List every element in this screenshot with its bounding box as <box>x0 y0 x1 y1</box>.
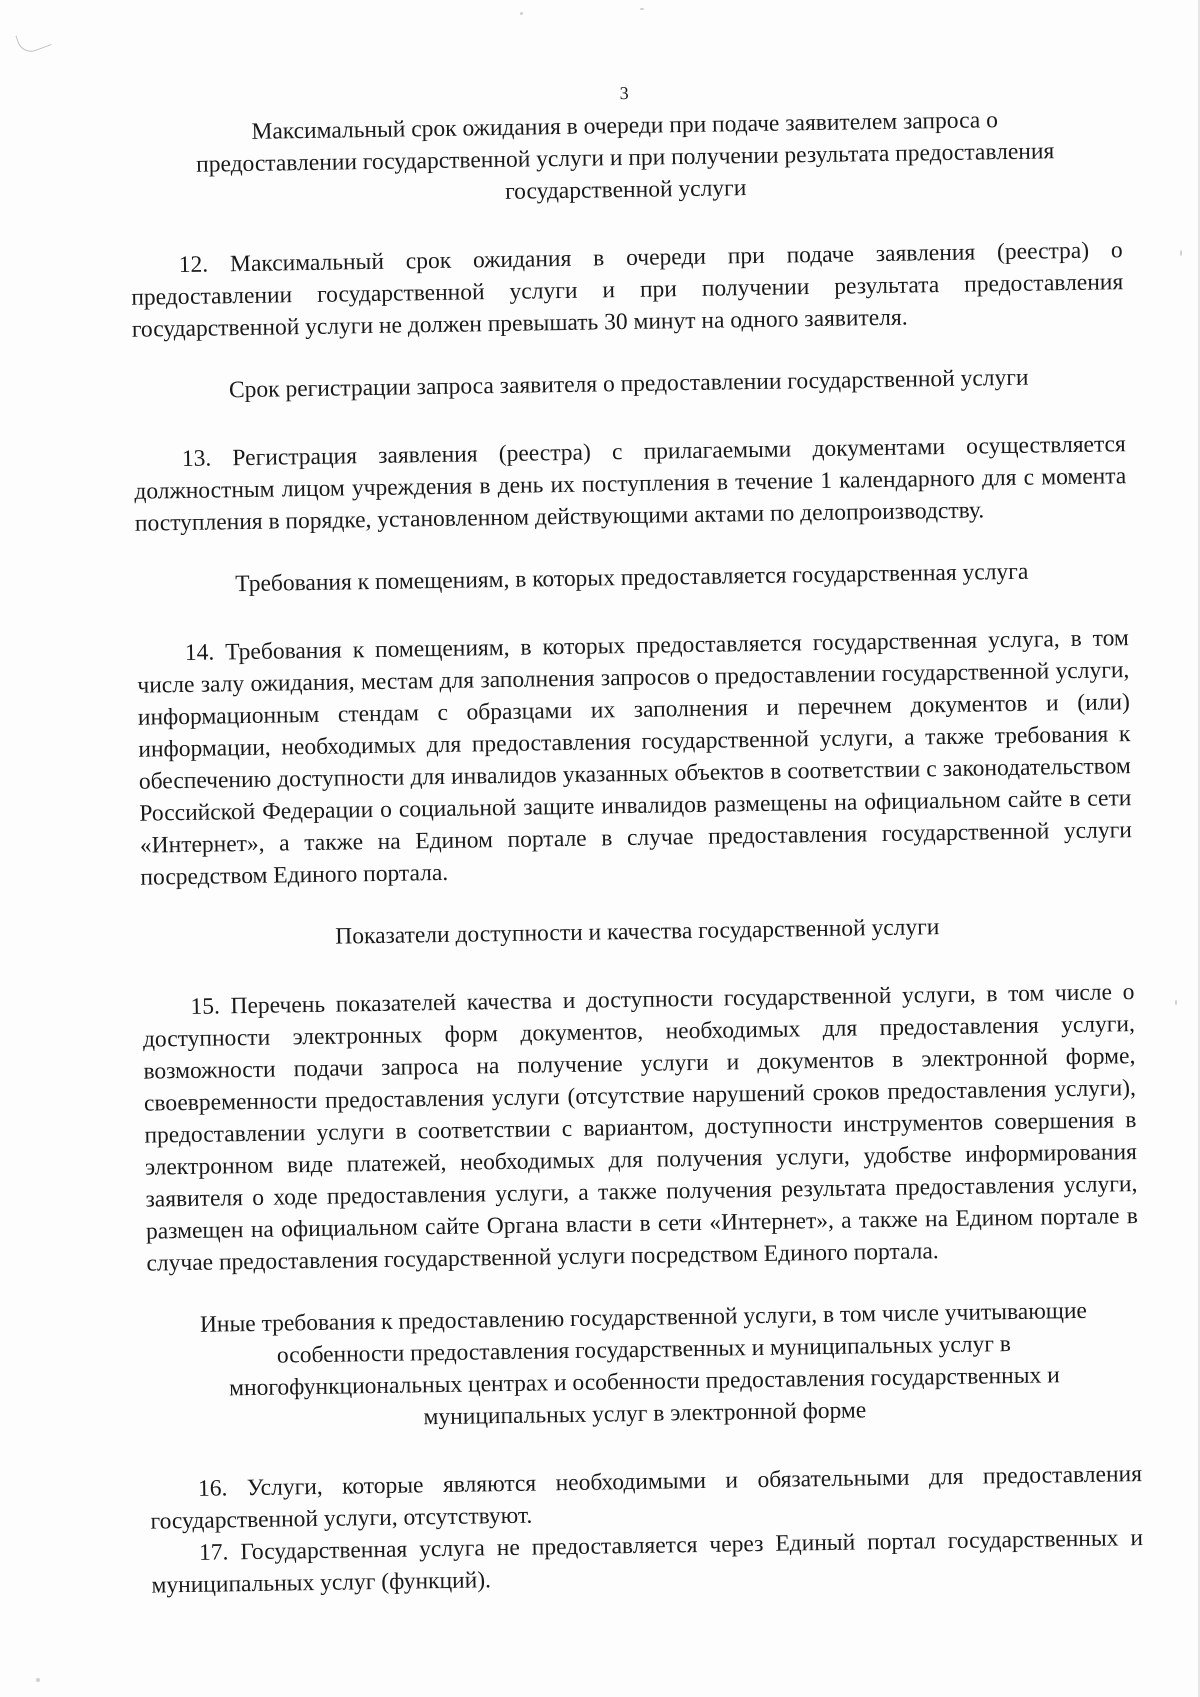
document-body <box>128 74 1144 1601</box>
paragraph-13: 13. Регистрация заявления (реестра) с прилагаемыми документами осуществляется должностным лицом учреждения в день их поступления в течение 1 календарного для с момента поступления в порядке, установленном действующими актами по делопроизводству. <box>134 431 1127 537</box>
section-heading: Максимальный срок ожидания в очереди при подаче заявителем запроса о предоставлении государственной услуги и при получении результата предоставления государственной услуги <box>195 107 1055 205</box>
section-heading: Срок регистрации запроса заявителя о предоставлении государственной услуги <box>228 364 1029 404</box>
section-queue-wait-time <box>129 102 1125 376</box>
scan-speck <box>1175 1000 1177 1005</box>
section-other-requirements <box>147 1294 1143 1602</box>
paragraph-15: 15. Перечень показателей качества и доступности государственной услуги, в том числе о доступности электронных форм документов, необходимых для предоставления услуги, возможности подачи запроса на получение услуги и документов в электронной форме, своевременности предоставления услуги (отсутствие нарушений сроков предоставления услуги), предоставлении услуги в соответствии с вариантом, доступности инструментов совершения в электронном виде платежей, необходимых для получения услуги, удобстве информирования заявителя о ходе предоставления услуги, а также получения результата предоставления услуги, размещен на официальном сайте Органа власти в сети «Интернет», а также на Едином портале в случае предоставления государственной услуги посредством Единого портала. <box>142 979 1139 1277</box>
section-heading: Иные требования к предоставлению государственной услуги, в том числе учитывающие особенности предоставления государственных и муниципальных услуг в многофункциональных центрах и особенности предоставления государственных и муниципальных услуг в электронной форме <box>199 1297 1088 1431</box>
page-number: 3 <box>619 82 629 104</box>
paragraph-12: 12. Максимальный срок ожидания в очереди при подаче заявления (реестра) о предоставлении государственной услуги и при получении результата предоставления государственной услуги не должен превышать 30 минут на одного заявителя. <box>131 237 1124 343</box>
paragraph-14: 14. Требования к помещениям, в которых предоставляется государственная услуга, в том числе залу ожидания, местам для заполнения запросов о предоставлении государственной услуги, информационным стендам с образцами их заполнения и перечнем документов и (или) информации, необходимых для предоставления государственной услуги, а также требования к обеспечению доступности для инвалидов указанных объектов в соответствии с законодательством Российской Федерации о социальной защите инвалидов размещены на официальном сайте в сети «Интернет», а также на Едином портале в случае предоставления государственной услуги посредством Единого портала. <box>137 625 1133 891</box>
scan-speck <box>36 1678 40 1682</box>
scan-speck <box>640 8 644 10</box>
paragraph-17: 17. Государственная услуга не предоставляется через Единый портал государственных и муниципальных услуг (функций). <box>151 1525 1144 1599</box>
scan-speck <box>1180 250 1182 256</box>
paragraph-16: 16. Услуги, которые являются необходимыми и обязательными для предоставления государственной услуги, отсутствуют. <box>150 1461 1143 1535</box>
section-premises-requirements <box>136 554 1133 924</box>
section-heading: Показатели доступности и качества государственной услуги <box>335 914 940 950</box>
scan-speck <box>520 12 523 15</box>
section-quality-indicators <box>141 908 1139 1310</box>
section-registration-period <box>133 360 1128 570</box>
scan-corner-mark <box>15 25 51 55</box>
section-heading: Требования к помещениям, в которых предоставляется государственная услуга <box>235 558 1029 598</box>
